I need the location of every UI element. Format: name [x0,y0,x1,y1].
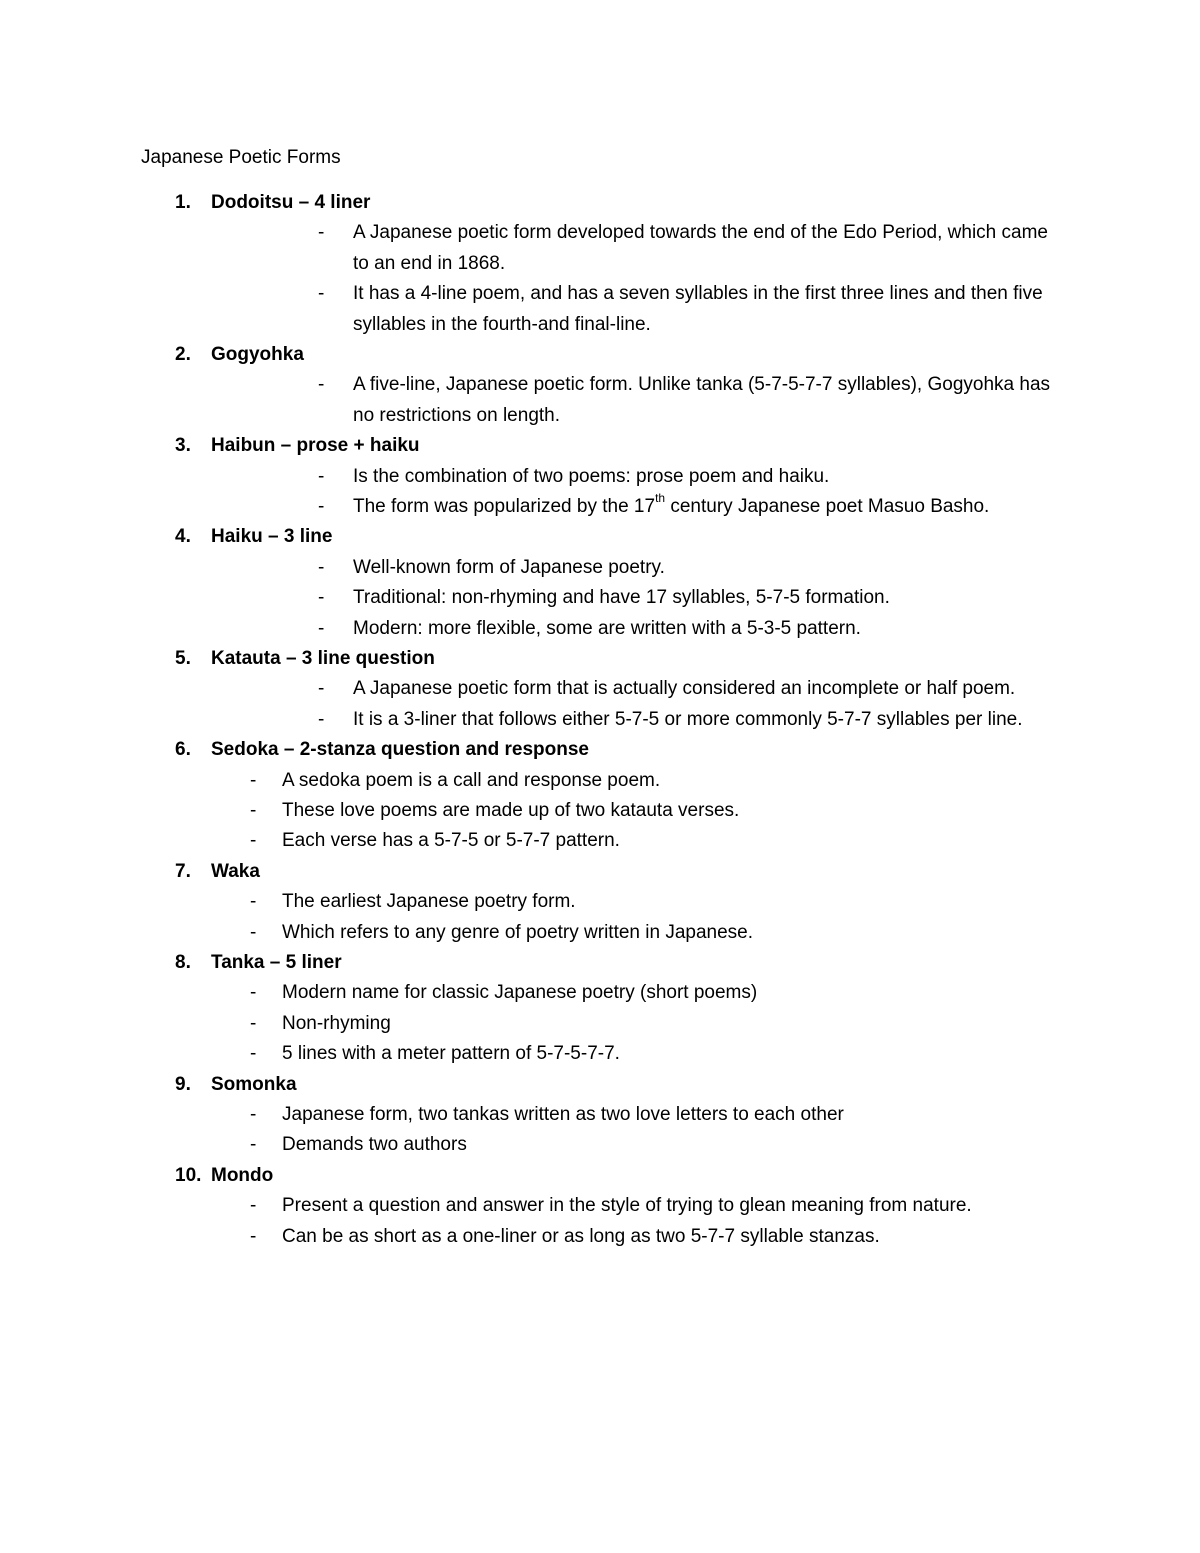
list-point: Each verse has a 5-7-5 or 5-7-7 pattern. [282,830,620,852]
item-heading: Haibun – prose + haiku [211,435,420,457]
dash-bullet: - [250,769,257,791]
dash-bullet: - [318,556,325,578]
item-heading: Sedoka – 2-stanza question and response [211,739,589,761]
dash-bullet: - [250,1195,257,1217]
dash-bullet: - [250,1225,257,1247]
item-number: 9. [175,1073,191,1095]
item-heading: Haiku – 3 line [211,526,333,548]
list-item-waka [0,857,1200,948]
list-item-haibun [0,431,1200,522]
list-point: Modern: more flexible, some are written with a 5-3-5 pattern. [353,617,861,639]
list-item-dodoitsu [0,188,1200,340]
dash-bullet: - [250,800,257,822]
item-number: 6. [175,739,191,761]
list-item-gogyohka [0,340,1200,431]
dash-bullet: - [318,496,325,518]
item-number: 5. [175,648,191,670]
list-point: A Japanese poetic form developed towards the end of the Edo Period, which came to an end in 1868. [353,222,1048,274]
dash-bullet: - [318,708,325,730]
list-point: It is a 3-liner that follows either 5-7-5 or more commonly 5-7-7 syllables per line. [353,708,1023,730]
dash-bullet: - [250,982,257,1004]
item-number: 8. [175,952,191,974]
dash-bullet: - [318,465,325,487]
document-title: Japanese Poetic Forms [141,147,341,168]
item-heading: Somonka [211,1073,297,1095]
dash-bullet: - [318,587,325,609]
list-item-mondo [0,1161,1200,1252]
point-text-before: The form was popularized by the 17 [353,496,656,518]
item-heading: Gogyohka [211,344,304,366]
list-point: A sedoka poem is a call and response poem. [282,769,661,791]
item-heading: Tanka – 5 liner [211,952,342,974]
list-item-haiku [0,522,1200,644]
item-number: 2. [175,344,191,366]
dash-bullet: - [250,1134,257,1156]
item-heading: Mondo [211,1164,274,1186]
list-point: Well-known form of Japanese poetry. [353,556,665,578]
dash-bullet: - [250,1104,257,1126]
item-number: 1. [175,192,191,213]
list-item-tanka [0,948,1200,1070]
list-point: Can be as short as a one-liner or as long as two 5-7-7 syllable stanzas. [282,1225,880,1247]
point-text-after: century Japanese poet Masuo Basho. [665,496,990,518]
poetic-forms-list [0,188,1200,1252]
item-heading: Dodoitsu – 4 liner [211,192,371,213]
item-number: 3. [175,435,191,457]
list-point: Present a question and answer in the style of trying to glean meaning from nature. [282,1195,972,1217]
list-point: These love poems are made up of two katauta verses. [282,800,740,822]
dash-bullet: - [318,283,325,305]
list-point: It has a 4-line poem, and has a seven syllables in the first three lines and then five syllables in the fourth-and final-line. [353,283,1043,335]
dash-bullet: - [250,830,257,852]
list-point: Which refers to any genre of poetry written in Japanese. [282,921,754,943]
item-heading: Waka [211,860,260,882]
list-point: Modern name for classic Japanese poetry (short poems) [282,982,758,1004]
item-number: 10. [175,1164,202,1186]
list-point: A five-line, Japanese poetic form. Unlike tanka (5-7-5-7-7 syllables), Gogyohka has no restrictions on length. [353,374,1051,426]
list-point: Non-rhyming [282,1012,391,1034]
list-point: Traditional: non-rhyming and have 17 syllables, 5-7-5 formation. [353,587,890,609]
dash-bullet: - [318,374,325,396]
dash-bullet: - [250,1043,257,1065]
ordinal-superscript: th [655,490,666,505]
item-number: 7. [175,860,191,882]
list-item-katauta [0,644,1200,735]
list-point: Japanese form, two tankas written as two love letters to each other [282,1104,844,1126]
item-number: 4. [175,526,191,548]
list-point: The earliest Japanese poetry form. [282,891,576,913]
list-item-somonka [0,1070,1200,1161]
list-point: 5 lines with a meter pattern of 5-7-5-7-7. [282,1043,620,1065]
list-point: A Japanese poetic form that is actually considered an incomplete or half poem. [353,678,1016,700]
list-point: Demands two authors [282,1134,467,1156]
dash-bullet: - [250,1012,257,1034]
list-point [353,492,1053,522]
list-point: Is the combination of two poems: prose poem and haiku. [353,465,830,487]
dash-bullet: - [250,891,257,913]
dash-bullet: - [250,921,257,943]
list-item-sedoka [0,735,1200,857]
dash-bullet: - [318,617,325,639]
item-heading: Katauta – 3 line question [211,648,435,670]
dash-bullet: - [318,678,325,700]
dash-bullet: - [318,222,325,244]
